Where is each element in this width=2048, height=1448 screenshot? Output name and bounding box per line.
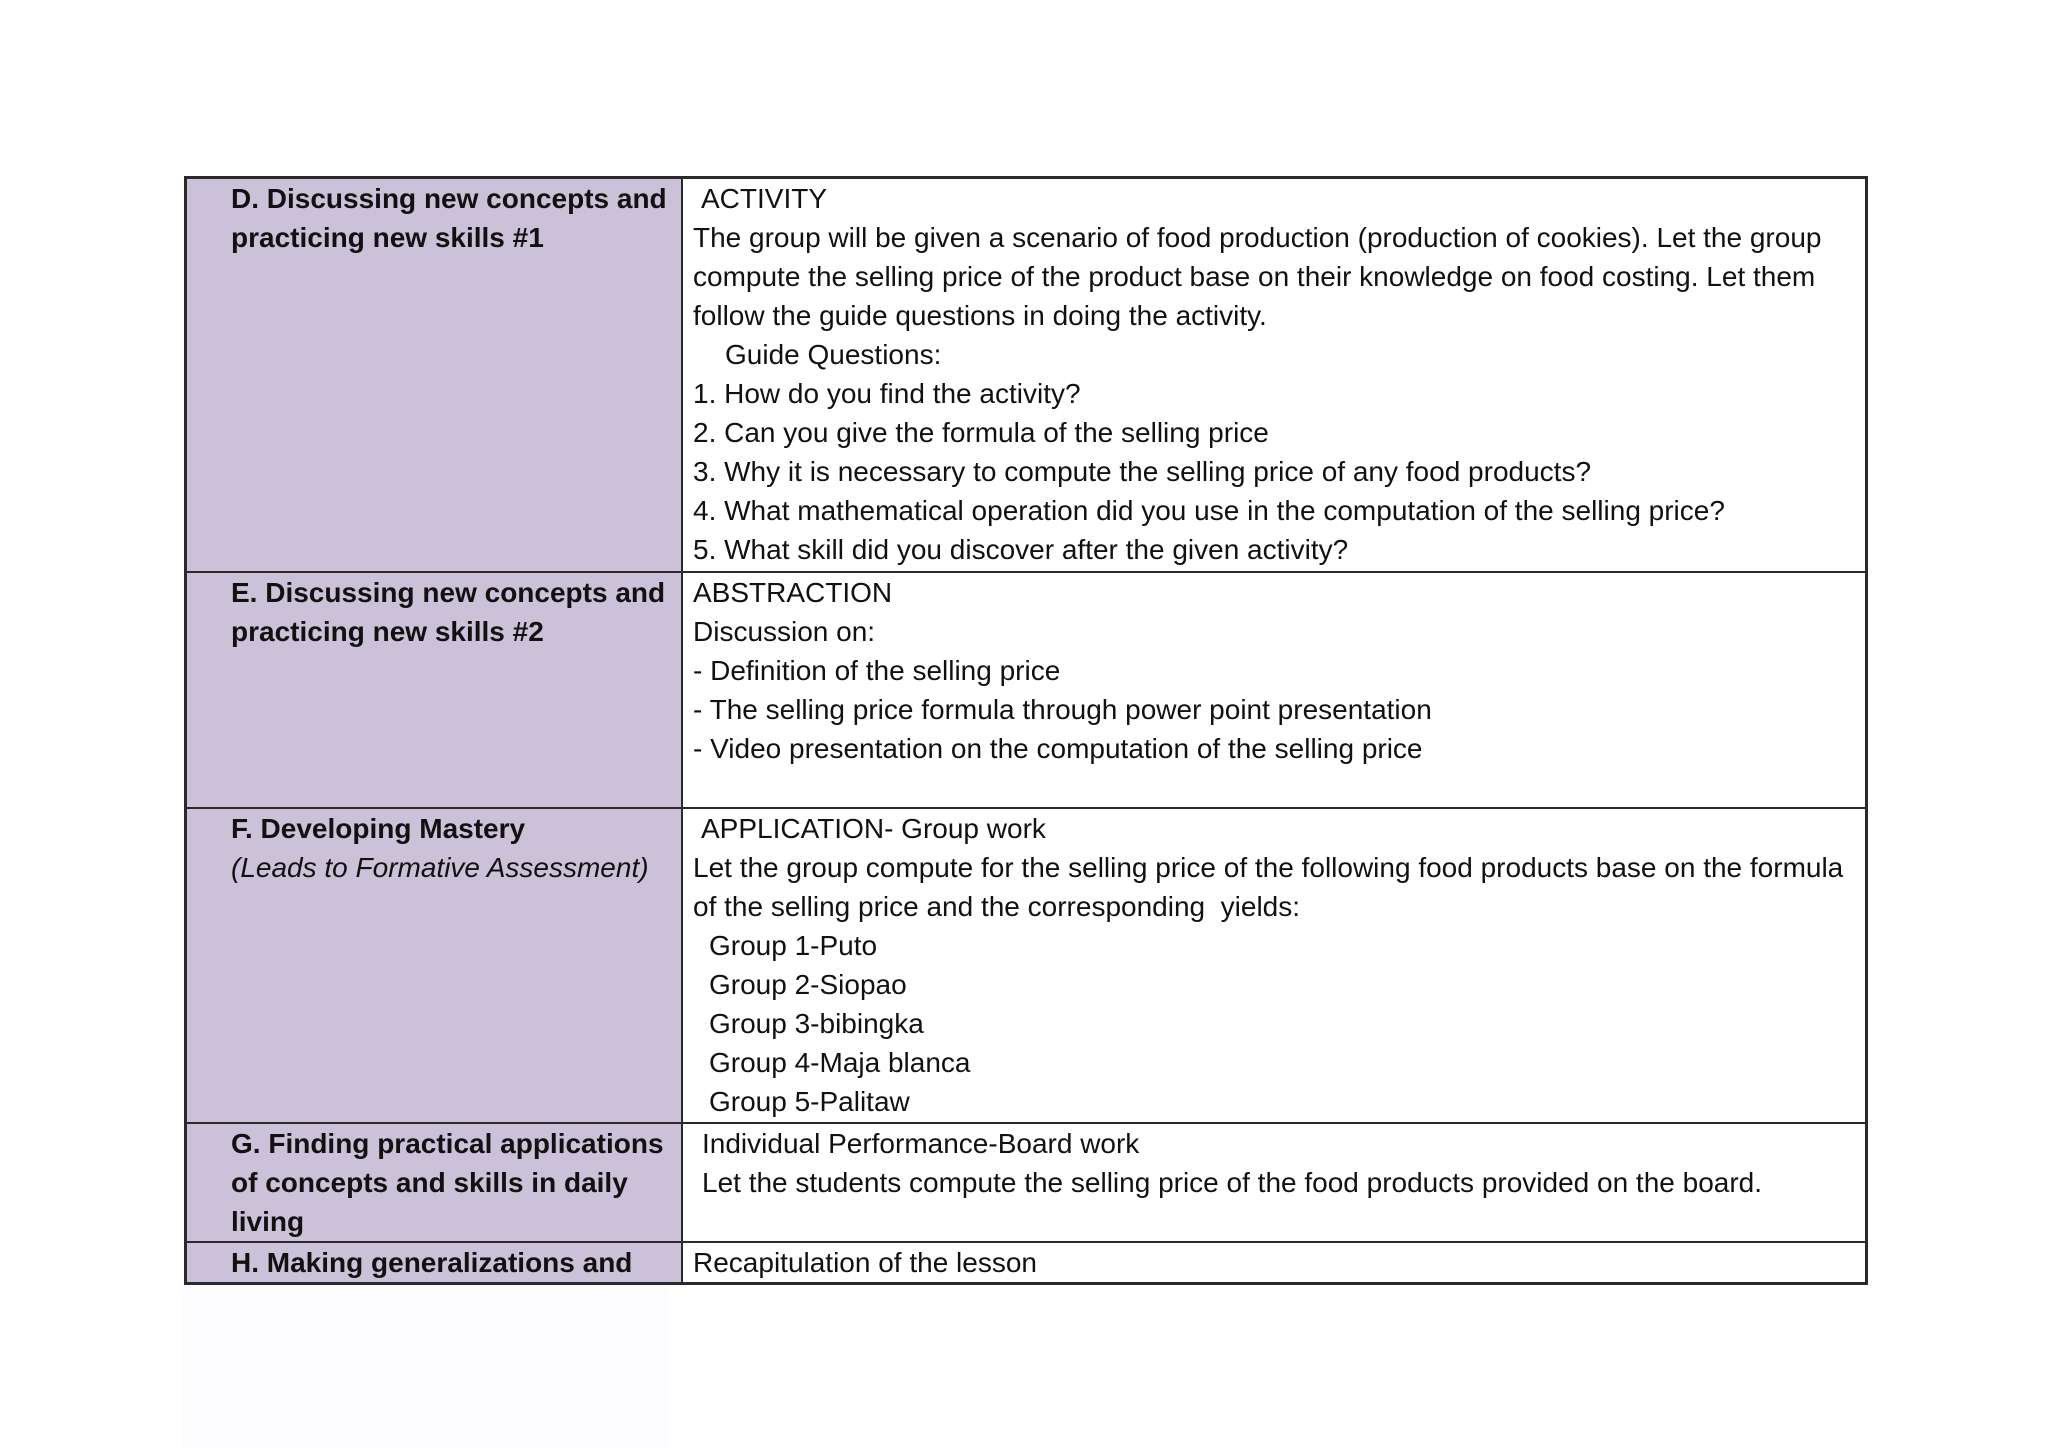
row-content-cell [682, 808, 1867, 1123]
section-heading: Individual Performance-Board work [702, 1128, 1140, 1159]
list-item: - Definition of the selling price [693, 655, 1061, 686]
list-item: - The selling price formula through power point presentation [693, 694, 1432, 725]
row-label-cell [186, 178, 683, 573]
row-content-cell [682, 1123, 1867, 1242]
list-item: - Video presentation on the computation of the selling price [693, 733, 1423, 764]
list-item: Group 3-bibingka [709, 1008, 924, 1039]
row-label-cell [186, 808, 683, 1123]
row-label-note: (Leads to Formative Assessment) [231, 852, 649, 883]
list-item: 5. What skill did you discover after the given activity? [693, 534, 1349, 565]
list-item: 2. Can you give the formula of the selling price [693, 417, 1269, 448]
row-content-cell [682, 572, 1867, 808]
row-label: E. Discussing new concepts and practicing new skills #2 [231, 577, 666, 647]
table-row [186, 178, 1867, 573]
section-paragraph: Let the group compute for the selling price of the following food products base on the formula of the selling price and the corresponding yields: [693, 852, 1852, 922]
list-item: 3. Why it is necessary to compute the selling price of any food products? [693, 456, 1592, 487]
section-paragraph: Let the students compute the selling price of the food products provided on the board. [702, 1167, 1763, 1198]
list-item: 4. What mathematical operation did you use in the computation of the selling price? [693, 495, 1725, 526]
row-content-cell [682, 1242, 1867, 1284]
list-item: 1. How do you find the activity? [693, 378, 1081, 409]
table-row [186, 572, 1867, 808]
row-label: G. Finding practical applications of concepts and skills in daily living [231, 1128, 664, 1237]
section-heading: APPLICATION- Group work [701, 813, 1046, 844]
list-item: Group 5-Palitaw [709, 1086, 910, 1117]
section-heading: Recapitulation of the lesson [693, 1247, 1037, 1278]
row-label: D. Discussing new concepts and practicing new skills #1 [231, 183, 667, 253]
section-heading: ACTIVITY [701, 183, 828, 214]
section-subheading: Discussion on: [693, 616, 876, 647]
section-heading: ABSTRACTION [693, 577, 893, 608]
table-row [186, 808, 1867, 1123]
lesson-plan-table [184, 176, 1868, 1285]
list-item: Group 4-Maja blanca [709, 1047, 971, 1078]
table-row [186, 1123, 1867, 1242]
row-label-cell [186, 1242, 683, 1284]
row-label-cell [186, 572, 683, 808]
row-label-cell [186, 1123, 683, 1242]
row-label: F. Developing Mastery [231, 813, 526, 844]
background-band [180, 1278, 670, 1448]
row-label: H. Making generalizations and [231, 1247, 633, 1278]
section-paragraph: The group will be given a scenario of food production (production of cookies). Let the group compute the selling price of the product base on their knowledge on food costing. Let them follow the guide questions in doing the activity. [693, 222, 1830, 331]
row-content-cell [682, 178, 1867, 573]
table-row [186, 1242, 1867, 1284]
list-item: Group 1-Puto [709, 930, 878, 961]
section-subheading: Guide Questions: [725, 339, 942, 370]
list-item: Group 2-Siopao [709, 969, 907, 1000]
